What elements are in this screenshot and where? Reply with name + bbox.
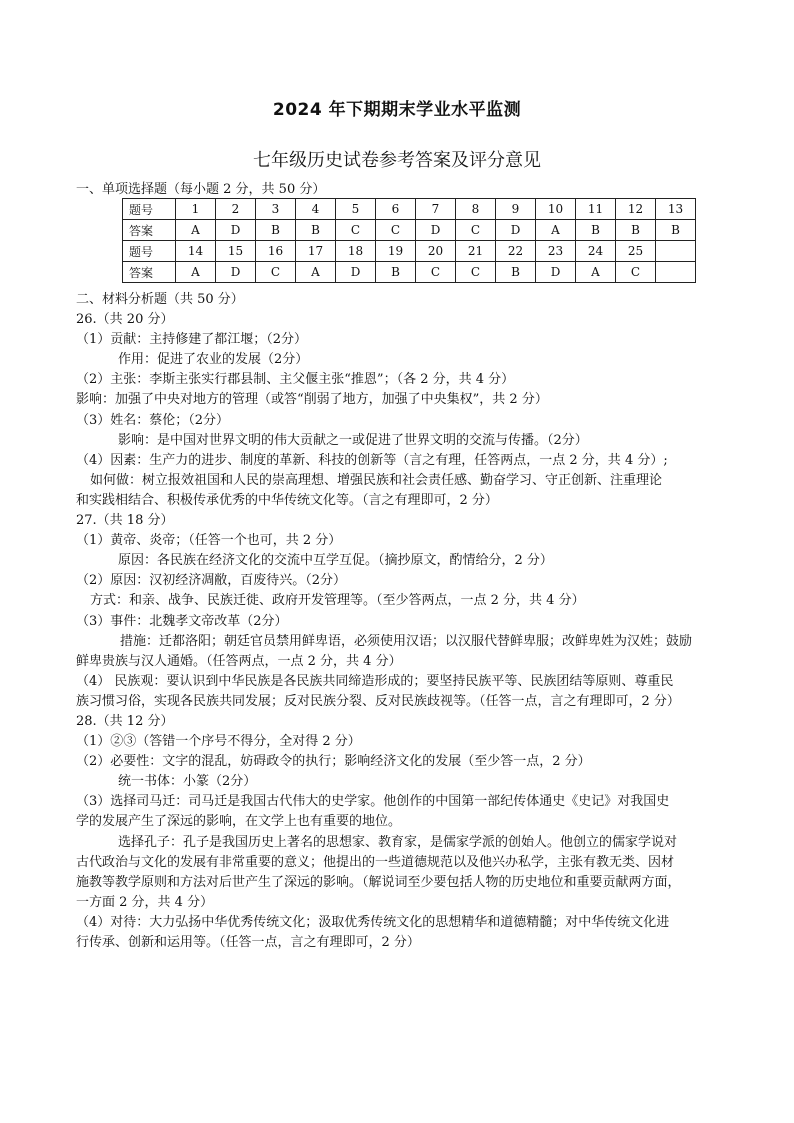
question-number: 14: [176, 241, 216, 262]
answer-line: （3）姓名：蔡伦；（2分）: [76, 412, 230, 428]
answer-cell: B: [576, 220, 616, 241]
answer-body: [76, 290, 726, 953]
answer-line: 学的发展产生了深远的影响，在文学上也有重要的地位。: [76, 814, 402, 830]
question-number: 4: [296, 199, 336, 220]
answer-line: （1）②③（答错一个序号不得分，全对得 2 分）: [76, 734, 361, 750]
question-heading: 27.（共 18 分）: [76, 513, 174, 529]
answer-line: （2）原因：汉初经济凋敝，百废待兴。（2分）: [76, 573, 347, 589]
answer-line: 古代政治与文化的发展有非常重要的意义；他提出的一些道德规范以及他兴办私学，主张有教无类、因材: [76, 854, 675, 870]
answer-cell: A: [576, 262, 616, 283]
answer-cell: [656, 262, 696, 283]
answer-cell: B: [656, 220, 696, 241]
question-number: 8: [456, 199, 496, 220]
answer-cell: C: [456, 220, 496, 241]
question-number: 2: [216, 199, 256, 220]
table-row: [123, 220, 696, 241]
answer-line: 方式：和亲、战争、民族迁徙、政府开发管理等。（至少答两点，一点 2 分，共 4 分）: [90, 593, 585, 609]
question-number: 22: [496, 241, 536, 262]
answer-cell: A: [176, 220, 216, 241]
row-label: 题号: [123, 241, 176, 262]
answer-line: 作用：促进了农业的发展（2分）: [118, 352, 309, 368]
answer-cell: C: [256, 262, 296, 283]
answer-cell: C: [336, 220, 376, 241]
answer-cell: C: [456, 262, 496, 283]
question-number: 15: [216, 241, 256, 262]
question-number: 12: [616, 199, 656, 220]
answer-cell: D: [216, 220, 256, 241]
question-number: 9: [496, 199, 536, 220]
answer-line: 影响：是中国对世界文明的伟大贡献之一或促进了世界文明的交流与传播。（2分）: [118, 432, 588, 448]
answer-line: 原因：各民族在经济文化的交流中互学互促。（摘抄原文，酌情给分，2 分）: [118, 553, 553, 569]
answer-cell: B: [496, 262, 536, 283]
question-number: 11: [576, 199, 616, 220]
answer-line: （4）因素：生产力的进步、制度的革新、科技的创新等（言之有理，任答两点，一点 2 分，共 4 分）;: [76, 452, 668, 468]
row-label: 答案: [123, 220, 176, 241]
answer-table: [122, 198, 696, 283]
question-number: 17: [296, 241, 336, 262]
question-number: 5: [336, 199, 376, 220]
question-number: 10: [536, 199, 576, 220]
question-heading: 28.（共 12 分）: [76, 713, 174, 729]
section-2-heading: 二、材料分析题（共 50 分）: [76, 292, 244, 307]
answer-line: 鲜卑贵族与汉人通婚。（任答两点，一点 2 分，共 4 分）: [76, 653, 402, 669]
answer-line: （3）选择司马迁：司马迁是我国古代伟大的史学家。他创作的中国第一部纪传体通史《史记》对我国史: [76, 794, 670, 810]
answer-line: （1）黄帝、炎帝；（任答一个也可，共 2 分）: [76, 533, 342, 549]
answer-cell: B: [616, 220, 656, 241]
row-label: 答案: [123, 262, 176, 283]
question-number: 16: [256, 241, 296, 262]
answer-cell: C: [376, 220, 416, 241]
answer-cell: D: [336, 262, 376, 283]
question-number: 19: [376, 241, 416, 262]
answer-line: 和实践相结合、积极传承优秀的中华传统文化等。（言之有理即可，2 分）: [76, 492, 498, 508]
answer-line: 一方面 2 分，共 4 分）: [76, 894, 214, 910]
question-number: 25: [616, 241, 656, 262]
section-1-heading: 一、单项选择题（每小题 2 分，共 50 分）: [76, 182, 326, 197]
question-number: 18: [336, 241, 376, 262]
answer-line: 如何做：树立报效祖国和人民的崇高理想、增强民族和社会责任感、勤奋学习、守正创新、注重理论: [90, 472, 663, 488]
answer-line: 统一书体：小篆（2分）: [118, 774, 257, 790]
answer-line: 措施：迁都洛阳；朝廷官员禁用鲜卑语，必须使用汉语；以汉服代替鲜卑服；改鲜卑姓为汉姓；鼓励: [120, 633, 693, 649]
question-number: 13: [656, 199, 696, 220]
question-number: 24: [576, 241, 616, 262]
answer-cell: A: [176, 262, 216, 283]
answer-line: 选择孔子：孔子是我国历史上著名的思想家、教育家，是儒家学派的创始人。他创立的儒家学说对: [118, 834, 678, 850]
answer-line: （3）事件：北魏孝文帝改革（2分）: [76, 613, 288, 629]
answer-line: 族习惯习俗，实现各民族共同发展；反对民族分裂、反对民族歧视等。（任答一点，言之有理即可，2 分）: [76, 693, 680, 709]
answer-cell: B: [376, 262, 416, 283]
answer-line: （2）主张：李斯主张实行郡县制、主父偃主张“推恩”；（各 2 分，共 4 分）: [76, 372, 515, 388]
question-number: 20: [416, 241, 456, 262]
answer-cell: A: [536, 220, 576, 241]
answer-line: （1）贡献：主持修建了都江堰；（2分）: [76, 332, 308, 348]
question-number: 3: [256, 199, 296, 220]
question-number: 7: [416, 199, 456, 220]
answer-cell: D: [536, 262, 576, 283]
question-number: 1: [176, 199, 216, 220]
question-number: 6: [376, 199, 416, 220]
answer-cell: D: [216, 262, 256, 283]
answer-line: 施教等教学原则和方法对后世产生了深远的影响。（解说词至少要包括人物的历史地位和重要贡献两方面，: [76, 874, 681, 890]
answer-cell: D: [416, 220, 456, 241]
row-label: 题号: [123, 199, 176, 220]
answer-cell: C: [616, 262, 656, 283]
question-number: 21: [456, 241, 496, 262]
answer-line: （4）对待：大力弘扬中华优秀传统文化；汲取优秀传统文化的思想精华和道德精髓；对中华传统文化进: [76, 914, 670, 930]
answer-line: 影响：加强了中央对地方的管理（或答“削弱了地方，加强了中央集权”，共 2 分）: [76, 392, 548, 408]
question-number: [656, 241, 696, 262]
table-row: [123, 241, 696, 262]
answer-cell: A: [296, 262, 336, 283]
question-heading: 26.（共 20 分）: [76, 312, 174, 328]
table-row: [123, 262, 696, 283]
answer-cell: C: [416, 262, 456, 283]
table-row: [123, 199, 696, 220]
answer-cell: B: [256, 220, 296, 241]
answer-line: 行传承、创新和运用等。（任答一点，言之有理即可，2 分）: [76, 935, 420, 950]
answer-cell: D: [496, 220, 536, 241]
page-title: 2024 年下期期末学业水平监测: [272, 100, 522, 120]
answer-line: （4） 民族观：要认识到中华民族是各民族共同缔造形成的；要坚持民族平等、民族团结等原则、尊重民: [76, 673, 674, 689]
answer-line: （2）必要性：文字的混乱，妨碍政令的执行；影响经济文化的发展（至少答一点，2 分）: [76, 754, 591, 770]
page-subtitle: 七年级历史试卷参考答案及评分意见: [253, 150, 541, 171]
question-number: 23: [536, 241, 576, 262]
answer-cell: B: [296, 220, 336, 241]
